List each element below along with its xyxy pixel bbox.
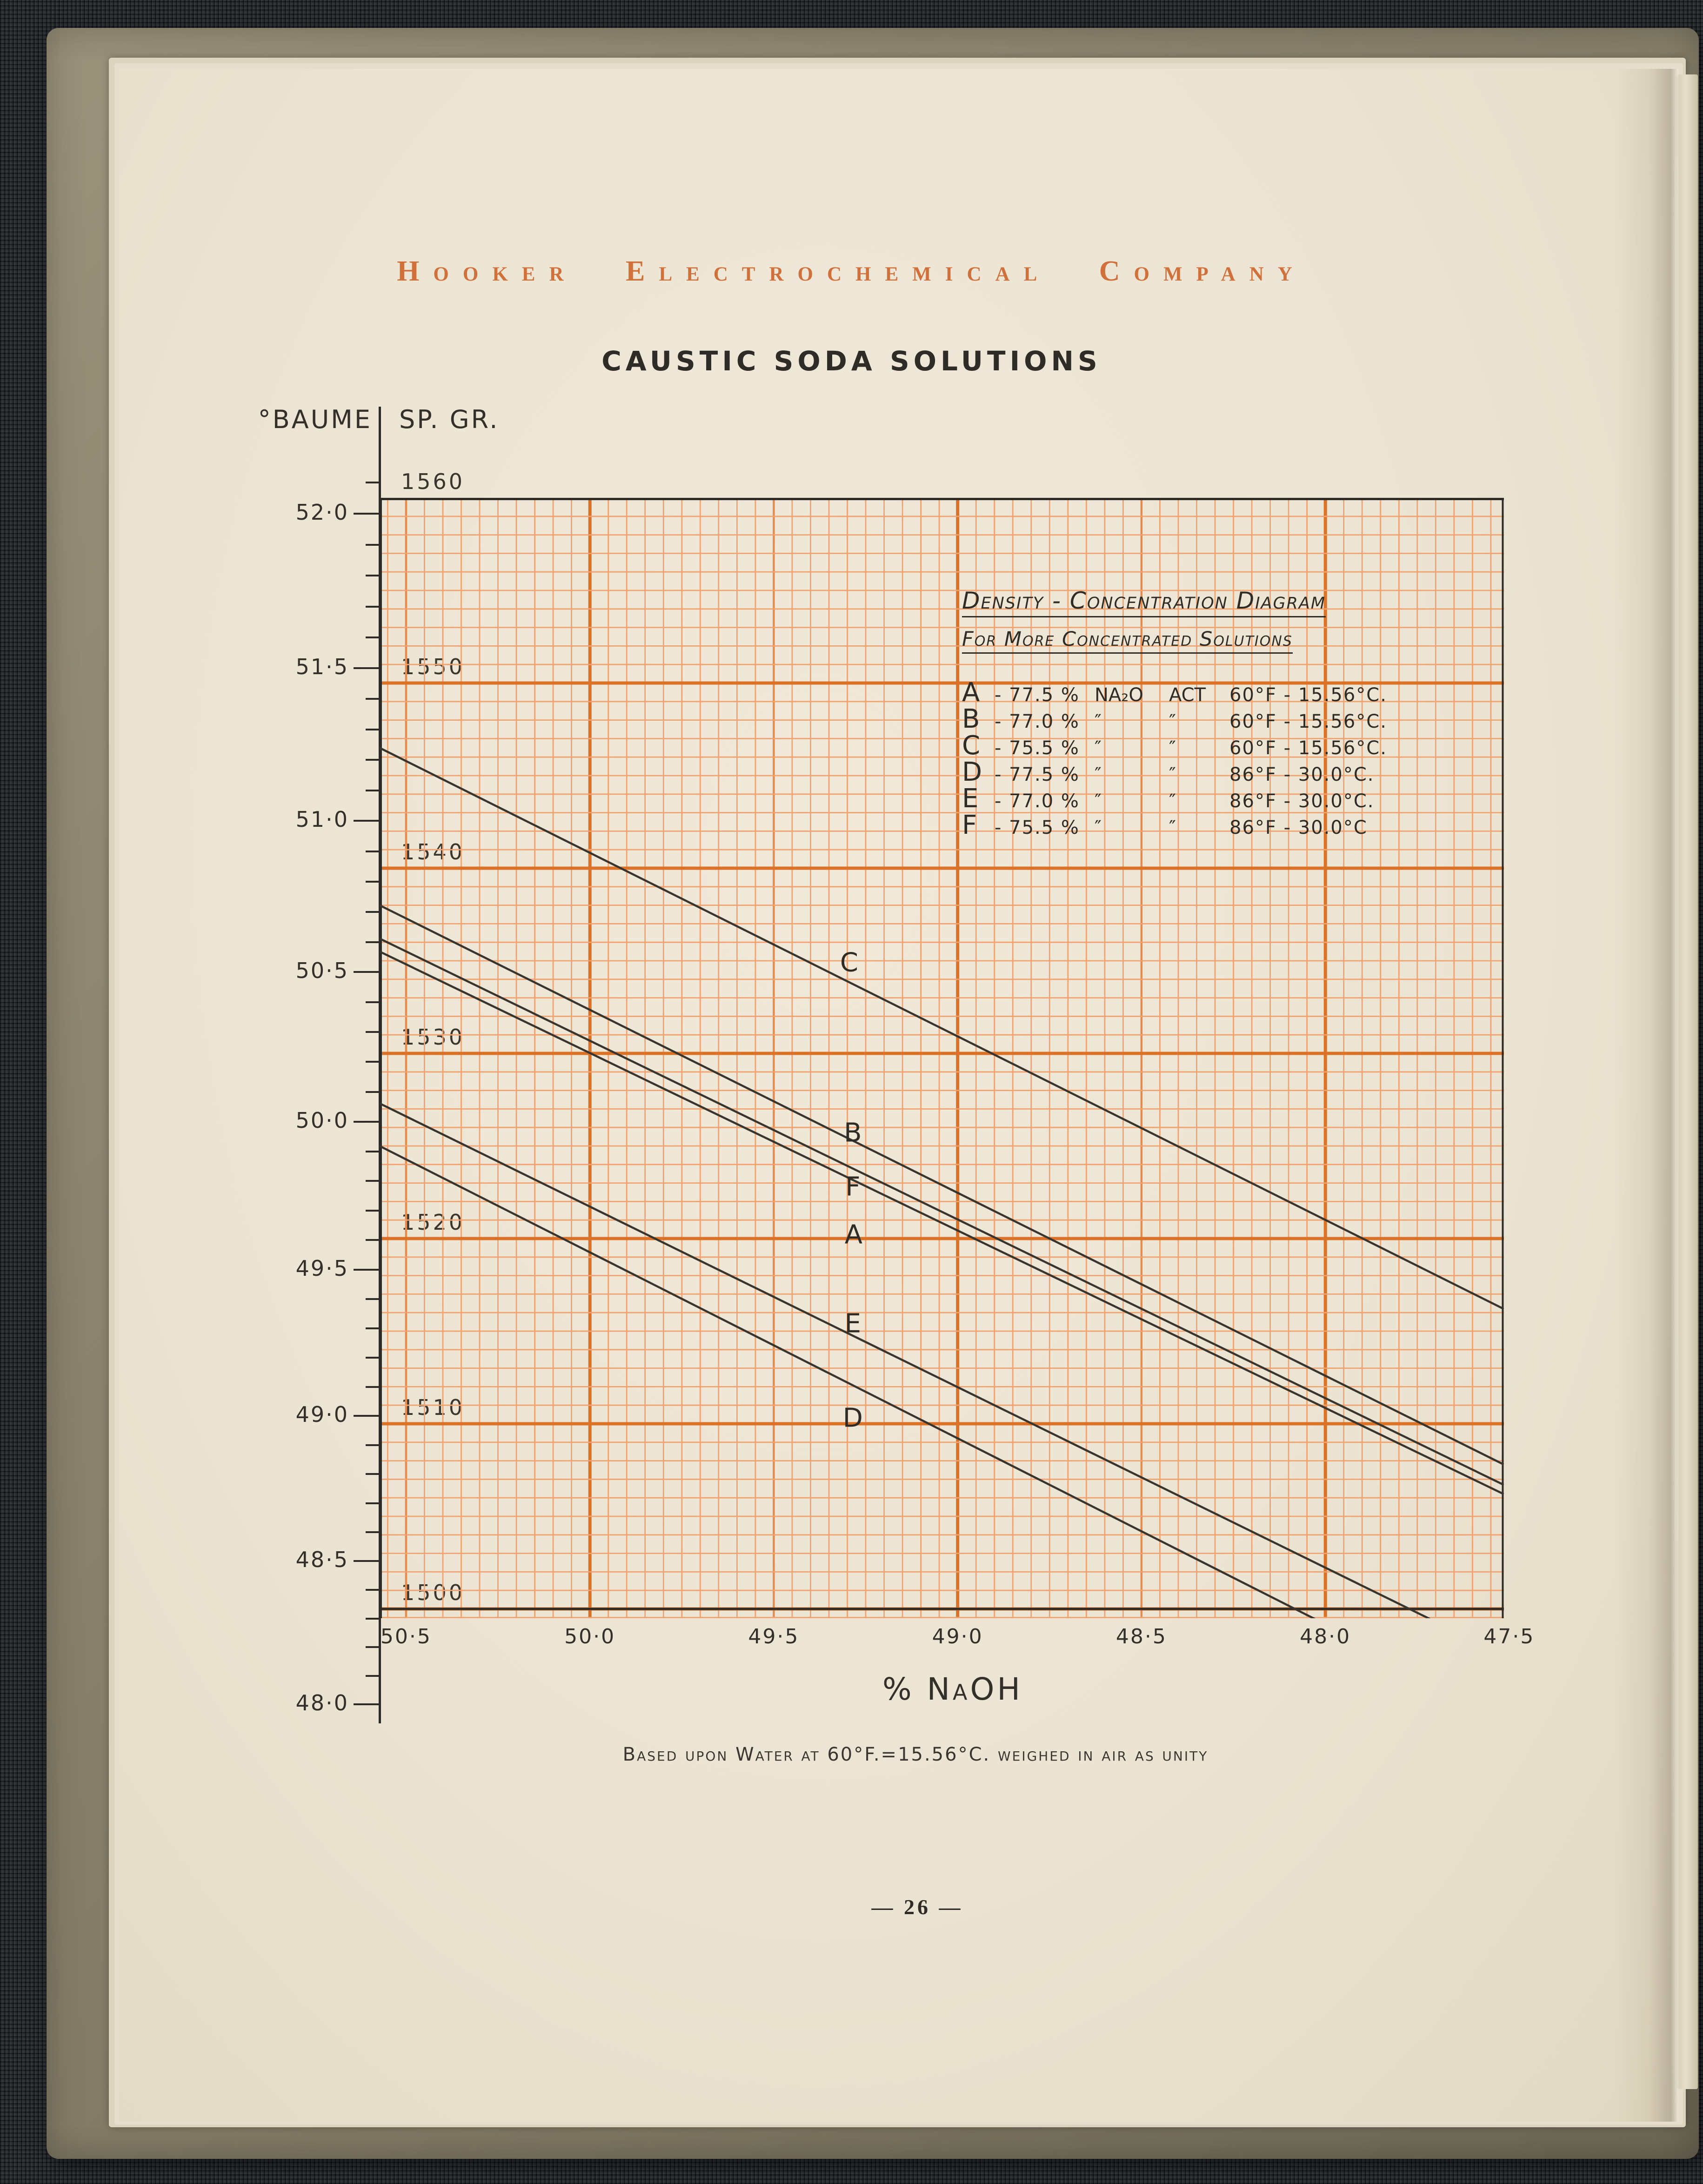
legend-ditto: ″	[1169, 737, 1176, 759]
baume-minor-tick	[366, 1646, 380, 1648]
baume-major-tick	[354, 820, 380, 822]
legend-temperature: 86°F - 30.0°C	[1229, 817, 1368, 838]
baume-major-tick	[354, 971, 380, 973]
x-tick-label: 49·0	[932, 1625, 983, 1648]
baume-minor-tick	[366, 1001, 380, 1003]
legend-temperature: 60°F - 15.56°C.	[1229, 737, 1387, 759]
baume-tick-label: 52·0	[295, 500, 349, 525]
legend-percent: - 77.0 %	[995, 711, 1080, 732]
curve-label-C: C	[840, 947, 859, 978]
legend-row-d	[962, 759, 1460, 786]
legend-temperature: 60°F - 15.56°C.	[1229, 711, 1387, 732]
legend-temperature: 86°F - 30.0°C.	[1229, 791, 1375, 812]
curve-E	[380, 1104, 1504, 1619]
spgr-tick-label: 1500	[401, 1580, 465, 1605]
baume-minor-tick	[366, 1531, 380, 1533]
legend-row-f	[962, 812, 1460, 839]
baume-minor-tick	[366, 1210, 380, 1212]
x-tick-label: 50·0	[564, 1625, 616, 1648]
page-number: — 26 —	[871, 1895, 963, 1919]
baume-minor-tick	[366, 1502, 380, 1504]
legend-ditto: ″	[1169, 817, 1176, 838]
legend-row-e	[962, 786, 1460, 812]
baume-minor-tick	[366, 1675, 380, 1677]
spgr-tick-label: 1520	[401, 1210, 465, 1235]
baume-minor-tick	[366, 575, 380, 576]
legend-title-line2: For More Concentrated Solutions	[962, 628, 1293, 654]
baume-minor-tick	[366, 1061, 380, 1063]
baume-minor-tick	[366, 1239, 380, 1241]
baume-minor-tick	[366, 729, 380, 730]
baume-minor-tick	[366, 544, 380, 546]
baume-minor-tick	[366, 911, 380, 913]
legend-temperature: 60°F - 15.56°C.	[1229, 684, 1387, 706]
baume-major-tick	[354, 1121, 380, 1123]
baume-tick-label: 48·5	[295, 1547, 349, 1572]
legend-ditto: ″	[1095, 791, 1102, 812]
legend-ditto: ″	[1095, 711, 1102, 732]
curve-label-E: E	[844, 1308, 862, 1339]
baume-major-tick	[354, 1415, 380, 1417]
baume-tick-label: 51·5	[295, 654, 349, 680]
baume-minor-tick	[366, 759, 380, 761]
curve-B	[380, 905, 1504, 1465]
baume-minor-tick	[366, 1180, 380, 1182]
baume-minor-tick	[366, 1357, 380, 1359]
baume-minor-tick	[366, 790, 380, 791]
baume-tick-label: 51·0	[295, 807, 349, 832]
baume-major-tick	[354, 667, 380, 669]
baume-minor-tick	[366, 1589, 380, 1591]
curve-A	[380, 951, 1504, 1494]
baume-minor-tick	[366, 636, 380, 638]
legend-letter: B	[962, 704, 980, 734]
baume-minor-tick	[366, 1473, 380, 1475]
baume-tick-label: 50·5	[295, 958, 349, 984]
curve-label-B: B	[844, 1118, 862, 1148]
legend-letter: E	[962, 784, 979, 814]
baume-tick-label: 49·5	[295, 1255, 349, 1281]
baume-minor-tick	[366, 881, 380, 883]
page-title: CAUSTIC SODA SOLUTIONS	[601, 345, 1102, 377]
spgr-tick-label: 1550	[401, 654, 465, 679]
baume-major-tick	[354, 1560, 380, 1562]
baume-major-tick	[354, 1269, 380, 1271]
baume-minor-tick	[366, 1031, 380, 1033]
baume-minor-tick	[366, 851, 380, 852]
baume-minor-tick	[366, 941, 380, 943]
legend-percent: - 77.5 %	[995, 764, 1080, 785]
baume-tick-label: 49·0	[295, 1402, 349, 1427]
legend-letter: C	[962, 730, 981, 761]
legend-percent: - 75.5 %	[995, 817, 1080, 838]
spgr-tick-label: 1540	[401, 839, 465, 864]
legend-temperature: 86°F - 30.0°C.	[1229, 764, 1375, 785]
legend-row-a	[962, 677, 1460, 708]
baume-minor-tick	[366, 1298, 380, 1300]
baume-minor-tick	[366, 1151, 380, 1152]
legend-ditto: ″	[1095, 764, 1102, 785]
baume-minor-tick	[366, 1091, 380, 1093]
x-tick-label: 50·5	[380, 1625, 432, 1648]
legend-percent: - 77.0 %	[995, 791, 1080, 812]
legend-ditto: ″	[1095, 817, 1102, 838]
legend-row-b	[962, 706, 1460, 733]
baume-minor-tick	[366, 606, 380, 608]
company-header: Hooker Electrochemical Company	[397, 255, 1306, 287]
x-tick-label: 48·0	[1300, 1625, 1351, 1648]
baume-major-tick	[354, 1703, 380, 1705]
spgr-tick-label: 1560	[401, 469, 465, 494]
legend-compound: NA₂O	[1095, 684, 1143, 706]
spgr-tick-label: 1510	[401, 1395, 465, 1420]
next-page-sliver	[1676, 74, 1698, 2089]
legend-ditto: ″	[1169, 711, 1176, 732]
baume-minor-tick	[366, 1444, 380, 1446]
curve-label-A: A	[844, 1219, 863, 1250]
legend-ditto: ″	[1169, 764, 1176, 785]
legend-percent: - 75.5 %	[995, 737, 1080, 759]
spgr-axis-title: SP. GR.	[399, 405, 500, 434]
baume-minor-tick	[366, 1386, 380, 1388]
legend-row-c	[962, 730, 1460, 761]
baume-tick-label: 48·0	[295, 1690, 349, 1716]
curve-F	[380, 938, 1504, 1485]
curve-label-D: D	[842, 1403, 863, 1434]
legend-ditto: ″	[1095, 737, 1102, 759]
baume-tick-label: 50·0	[295, 1107, 349, 1133]
legend-title-line1: Density - Concentration Diagram	[962, 587, 1326, 617]
x-tick-label: 47·5	[1483, 1625, 1535, 1648]
baume-minor-tick	[366, 482, 380, 483]
legend-letter: A	[962, 677, 980, 708]
x-tick-label: 48·5	[1115, 1625, 1167, 1648]
baume-major-tick	[354, 513, 380, 515]
baume-minor-tick	[366, 1618, 380, 1620]
legend-letter: F	[962, 810, 977, 840]
baume-minor-tick	[366, 1327, 380, 1329]
basis-footnote: Based upon Water at 60°F.=15.56°C. weighed in air as unity	[622, 1744, 1209, 1765]
legend-act: ACT	[1169, 684, 1206, 706]
x-tick-label: 49·5	[748, 1625, 800, 1648]
baume-axis-title: °BAUME	[258, 405, 372, 434]
spgr-tick-label: 1530	[401, 1025, 465, 1050]
legend-letter: D	[962, 757, 982, 787]
curve-label-F: F	[845, 1172, 861, 1202]
baume-minor-tick	[366, 698, 380, 700]
legend-ditto: ″	[1169, 791, 1176, 812]
curve-D	[380, 1146, 1504, 1618]
x-axis-title: % NaOH	[882, 1671, 1023, 1707]
chart-legend	[962, 587, 1460, 839]
legend-percent: - 77.5 %	[995, 684, 1080, 706]
